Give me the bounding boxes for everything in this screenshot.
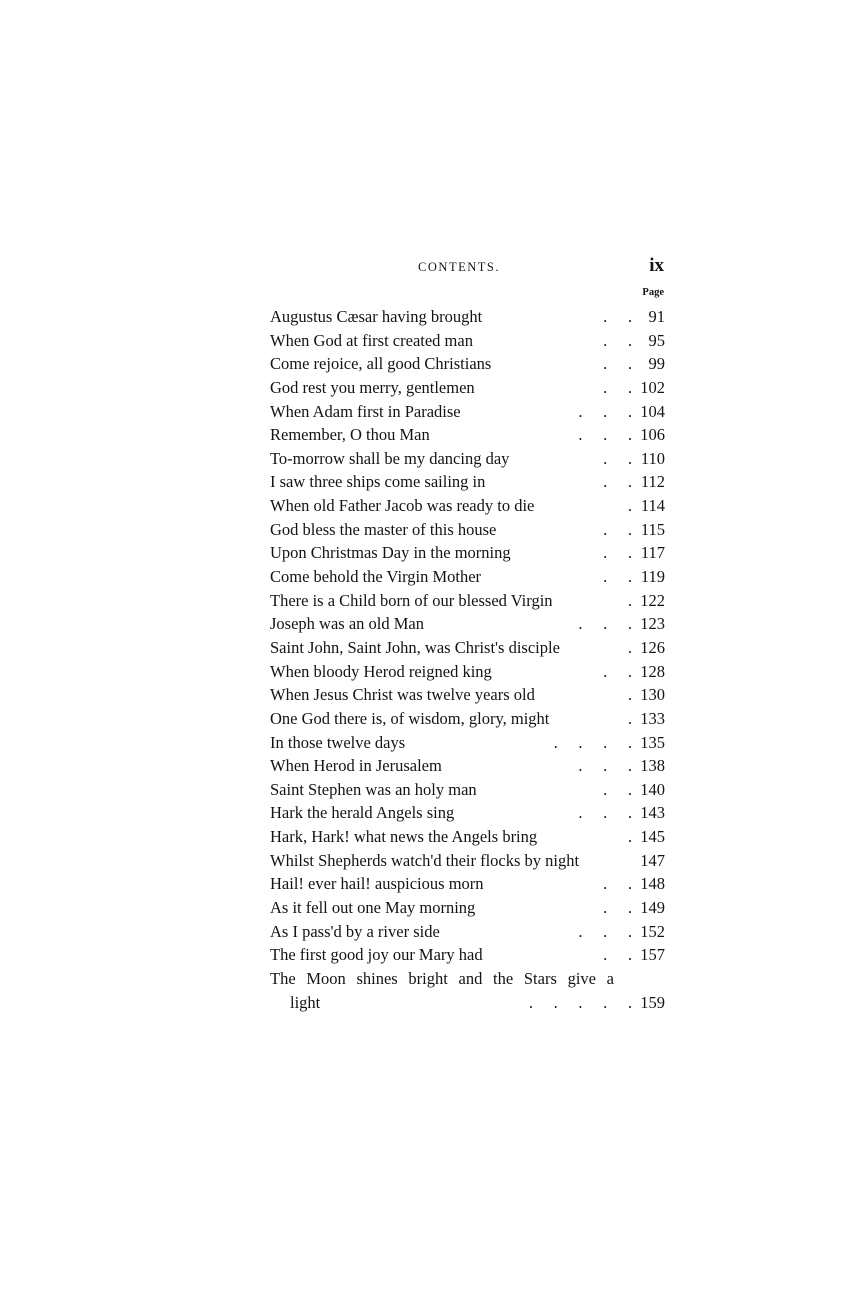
toc-entry-leader: . bbox=[627, 708, 632, 728]
toc-entry-page: 112 bbox=[640, 472, 665, 492]
toc-entry bbox=[270, 565, 668, 589]
toc-entry bbox=[270, 707, 668, 731]
toc-entry bbox=[270, 731, 668, 755]
toc-entry-title: As I pass'd by a river side bbox=[270, 921, 440, 941]
toc-entry-page: 140 bbox=[640, 779, 665, 799]
toc-entry bbox=[270, 754, 668, 778]
toc-entry bbox=[270, 967, 668, 1014]
toc-entry-page: 99 bbox=[648, 354, 665, 374]
toc-entry-title: As it fell out one May morning bbox=[270, 898, 476, 918]
toc-entry-title: Hark the herald Angels sing bbox=[270, 803, 455, 823]
toc-entry-leader: . bbox=[627, 685, 632, 705]
toc-entry bbox=[270, 872, 668, 896]
toc-entry-page: 114 bbox=[640, 496, 665, 516]
toc-entry-page: 122 bbox=[640, 590, 665, 610]
toc-entry-title: The Moon shines bright and the Stars give a bbox=[270, 968, 614, 988]
toc-entry-page: 145 bbox=[640, 827, 665, 847]
toc-entry bbox=[270, 352, 668, 376]
toc-entry bbox=[270, 423, 668, 447]
toc-entry bbox=[270, 541, 668, 565]
toc-entry-page: 119 bbox=[640, 567, 665, 587]
toc-entry bbox=[270, 660, 668, 684]
toc-entry-title: The first good joy our Mary had bbox=[270, 945, 483, 965]
toc-entry-leader: . . . bbox=[578, 401, 632, 421]
toc-entry-title: Remember, O thou Man bbox=[270, 425, 430, 445]
toc-entry-page: 104 bbox=[640, 401, 665, 421]
toc-entry bbox=[270, 849, 668, 873]
toc-entry-title: Saint John, Saint John, was Christ's disciple bbox=[270, 637, 560, 657]
toc-entry-page: 135 bbox=[640, 732, 665, 752]
toc-entry-leader: . . . bbox=[578, 921, 632, 941]
toc-entry bbox=[270, 494, 668, 518]
toc-entry-leader: . . . . . bbox=[528, 992, 632, 1012]
toc-entry-title: Whilst Shepherds watch'd their flocks by night bbox=[270, 850, 580, 870]
toc-entry-leader: . . bbox=[603, 898, 632, 918]
toc-entry-title: In those twelve days bbox=[270, 732, 406, 752]
toc-entry bbox=[270, 589, 668, 613]
toc-entry bbox=[270, 470, 668, 494]
toc-entry-page: 117 bbox=[640, 543, 665, 563]
toc-entry bbox=[270, 400, 668, 424]
toc-entry-title-continuation: light bbox=[290, 992, 321, 1012]
toc-entry-title: One God there is, of wisdom, glory, might bbox=[270, 708, 550, 728]
running-title: CONTENTS. bbox=[418, 260, 500, 274]
page-number: ix bbox=[649, 255, 664, 276]
toc-entry-title: When bloody Herod reigned king bbox=[270, 661, 492, 681]
toc-entry-title: There is a Child born of our blessed Virgin bbox=[270, 590, 553, 610]
toc-entry-title: When God at first created man bbox=[270, 330, 473, 350]
toc-entry-title: To-morrow shall be my dancing day bbox=[270, 448, 510, 468]
toc-entry-leader: . . . bbox=[578, 756, 632, 776]
toc-entry-page: 130 bbox=[640, 685, 665, 705]
toc-entry bbox=[270, 447, 668, 471]
toc-entry-page: 91 bbox=[648, 307, 665, 326]
toc-entry-page: 159 bbox=[640, 992, 665, 1012]
toc-entry bbox=[270, 376, 668, 400]
toc-entry-leader: . bbox=[627, 496, 632, 516]
toc-entry-leader: . bbox=[627, 590, 632, 610]
toc-entry-leader: . . bbox=[603, 448, 632, 468]
toc-entry bbox=[270, 801, 668, 825]
toc-entry-leader: . . bbox=[603, 874, 632, 894]
toc-entry-leader: . . bbox=[603, 307, 632, 326]
toc-entry bbox=[270, 943, 668, 967]
toc-entry-page: 110 bbox=[640, 448, 665, 468]
toc-entry-title: God bless the master of this house bbox=[270, 519, 497, 539]
toc-entry-page: 128 bbox=[640, 661, 665, 681]
toc-entry-leader: . . bbox=[603, 330, 632, 350]
toc-entry-title: God rest you merry, gentlemen bbox=[270, 377, 475, 397]
table-of-contents bbox=[270, 305, 668, 1014]
running-head bbox=[270, 257, 666, 281]
toc-entry-page: 148 bbox=[640, 874, 665, 894]
toc-entry-title: Come rejoice, all good Christians bbox=[270, 354, 492, 374]
toc-entry-page: 157 bbox=[640, 945, 665, 965]
toc-entry-leader: . . bbox=[603, 377, 632, 397]
toc-entry-title: Hark, Hark! what news the Angels bring bbox=[270, 827, 538, 847]
toc-entry-page: 147 bbox=[640, 850, 665, 870]
toc-entry-leader: . bbox=[627, 637, 632, 657]
toc-entry-page: 138 bbox=[640, 756, 665, 776]
toc-entry bbox=[270, 612, 668, 636]
toc-entry-title: I saw three ships come sailing in bbox=[270, 472, 486, 492]
toc-entry-leader: . . . bbox=[578, 614, 632, 634]
toc-entry-leader: . . . bbox=[578, 803, 632, 823]
toc-entry bbox=[270, 778, 668, 802]
toc-entry-page: 115 bbox=[640, 519, 665, 539]
toc-entry-title: Augustus Cæsar having brought bbox=[270, 307, 483, 326]
toc-entry bbox=[270, 920, 668, 944]
toc-entry-leader: . . bbox=[603, 661, 632, 681]
toc-entry bbox=[270, 896, 668, 920]
toc-entry-page: 123 bbox=[640, 614, 665, 634]
toc-entry-leader: . . bbox=[603, 567, 632, 587]
toc-entry-leader: . . bbox=[603, 354, 632, 374]
page-column-heading: Page bbox=[642, 287, 664, 298]
toc-entry-leader: . . . . bbox=[553, 732, 632, 752]
toc-entry-page: 133 bbox=[640, 708, 665, 728]
toc-entry-title: Saint Stephen was an holy man bbox=[270, 779, 477, 799]
toc-entry-title: Hail! ever hail! auspicious morn bbox=[270, 874, 484, 894]
toc-entry-title: Joseph was an old Man bbox=[270, 614, 424, 634]
toc-entry-title: Come behold the Virgin Mother bbox=[270, 567, 482, 587]
toc-entry-leader: . . bbox=[603, 779, 632, 799]
toc-entry-page: 152 bbox=[640, 921, 665, 941]
toc-entry-leader: . . . bbox=[578, 425, 632, 445]
toc-entry-page: 102 bbox=[640, 377, 665, 397]
toc-entry-leader: . . bbox=[603, 543, 632, 563]
toc-entry bbox=[270, 825, 668, 849]
toc-entry-leader: . . bbox=[603, 472, 632, 492]
toc-entry-page: 143 bbox=[640, 803, 665, 823]
toc-entry-title: When Herod in Jerusalem bbox=[270, 756, 442, 776]
toc-entry-title: When Jesus Christ was twelve years old bbox=[270, 685, 535, 705]
toc-entry-leader: . . bbox=[603, 945, 632, 965]
toc-entry-page: 126 bbox=[640, 637, 665, 657]
toc-entry bbox=[270, 636, 668, 660]
toc-entry-page: 149 bbox=[640, 898, 665, 918]
toc-entry bbox=[270, 329, 668, 353]
toc-entry bbox=[270, 683, 668, 707]
toc-entry-title: When old Father Jacob was ready to die bbox=[270, 496, 535, 516]
toc-entry-leader: . . bbox=[603, 519, 632, 539]
toc-entry-leader: . bbox=[627, 827, 632, 847]
toc-entry-title: Upon Christmas Day in the morning bbox=[270, 543, 511, 563]
toc-entry-page: 95 bbox=[648, 330, 665, 350]
toc-entry-title: When Adam first in Paradise bbox=[270, 401, 461, 421]
toc-entry bbox=[270, 305, 668, 329]
toc-entry-page: 106 bbox=[640, 425, 665, 445]
toc-entry bbox=[270, 518, 668, 542]
